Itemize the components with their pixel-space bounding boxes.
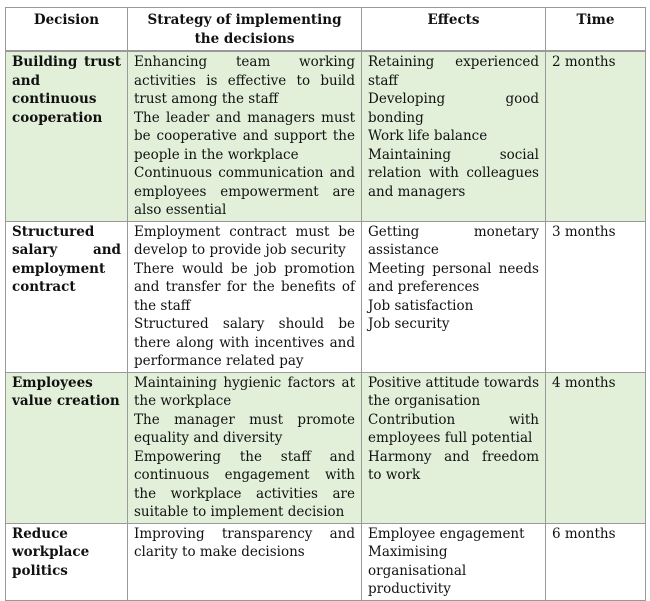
strategy-item: The leader and managers must be cooperative and support the people in the workplace — [134, 109, 355, 163]
effects-cell — [362, 51, 546, 221]
effects-item: Retaining experienced staff — [368, 54, 539, 89]
header-time: Time — [546, 8, 646, 52]
effects-item: Developing good bonding — [368, 91, 539, 126]
decision-table — [5, 7, 646, 601]
table-row — [6, 221, 646, 372]
effects-item: Getting monetary assistance — [368, 223, 539, 258]
time-cell: 3 months — [546, 221, 646, 372]
strategy-cell — [128, 372, 362, 523]
effects-item: Harmony and freedom to work — [368, 448, 539, 483]
strategy-cell — [128, 51, 362, 221]
effects-item: Meeting personal needs and preferences — [368, 260, 539, 295]
effects-cell — [362, 221, 546, 372]
header-effects: Effects — [362, 8, 546, 52]
table-row — [6, 523, 646, 600]
effects-item: Job security — [368, 316, 450, 332]
decision-cell: Building trust and continuous cooperation — [6, 51, 128, 221]
strategy-item: Employment contract must be develop to provide job security — [134, 223, 355, 258]
effects-cell — [362, 372, 546, 523]
decision-cell: Reduce workplace politics — [6, 523, 128, 600]
effects-cell — [362, 523, 546, 600]
time-cell: 2 months — [546, 51, 646, 221]
effects-item: Maximising organisational productivity — [368, 544, 467, 597]
strategy-item: Empowering the staff and continuous engagement with the workplace activities are suitable to implement decision — [134, 448, 355, 520]
effects-item: Contribution with employees full potential — [368, 411, 539, 446]
strategy-item: Enhancing team working activities is effective to build trust among the staff — [134, 54, 355, 107]
header-row — [6, 8, 646, 52]
effects-item: Positive attitude towards the organisation — [368, 374, 539, 409]
effects-item: Job satisfaction — [368, 297, 474, 314]
table-row — [6, 372, 646, 523]
effects-item: Maintaining social relation with colleagues and managers — [368, 146, 539, 200]
strategy-item: Structured salary should be there along with incentives and performance related pay — [134, 316, 355, 369]
strategy-item: Maintaining hygienic factors at the workplace — [134, 374, 355, 409]
table-row — [6, 51, 646, 221]
strategy-cell — [128, 221, 362, 372]
header-decision: Decision — [6, 8, 128, 52]
strategy-item: There would be job promotion and transfer for the benefits of the staff — [134, 260, 355, 314]
strategy-item: Continuous communication and employees empowerment are also essential — [134, 165, 355, 218]
strategy-item: Improving transparency and clarity to make decisions — [134, 525, 355, 560]
effects-item: Work life balance — [368, 128, 488, 144]
header-strategy: Strategy of implementing the decisions — [128, 8, 362, 52]
effects-item: Employee engagement — [368, 525, 525, 542]
strategy-cell — [128, 523, 362, 600]
time-cell: 4 months — [546, 372, 646, 523]
decision-cell: Structured salary and employment contract — [6, 221, 128, 372]
time-cell: 6 months — [546, 523, 646, 600]
decision-cell: Employees value creation — [6, 372, 128, 523]
strategy-item: The manager must promote equality and diversity — [134, 411, 355, 446]
